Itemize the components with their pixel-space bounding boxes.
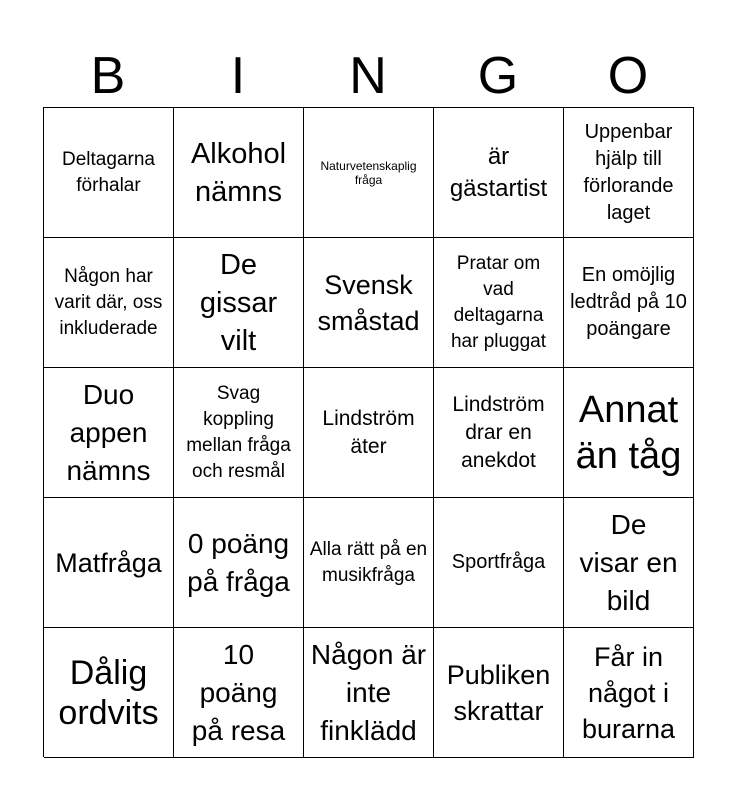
bingo-cell[interactable] (434, 498, 564, 628)
bingo-cell[interactable] (564, 628, 694, 758)
cell-text: 10 poäng på resa (191, 638, 286, 746)
bingo-cell[interactable] (44, 108, 174, 238)
cell-text: Alla rätt på en musikfråga (309, 538, 428, 586)
cell-text: Någon är inte finklädd (310, 638, 427, 746)
cell-text: Dålig ordvits (58, 653, 159, 732)
cell-text: Duo appen nämns (66, 378, 151, 486)
cell-text: Sportfråga (451, 551, 546, 573)
bingo-cell[interactable] (44, 498, 174, 628)
bingo-cell[interactable] (434, 238, 564, 368)
header-letter-g: G (477, 47, 519, 105)
bingo-cell[interactable] (44, 238, 174, 368)
bingo-cell[interactable] (44, 628, 174, 758)
cell-text: Får in något i burarna (581, 641, 676, 744)
bingo-cell[interactable] (304, 628, 434, 758)
bingo-cell[interactable] (434, 628, 564, 758)
cell-text: Uppenbar hjälp till förlorande laget (583, 120, 674, 224)
bingo-cell[interactable] (434, 368, 564, 498)
bingo-cell[interactable] (564, 368, 694, 498)
bingo-cell[interactable] (304, 108, 434, 238)
cell-text: Pratar om vad deltagarna har pluggat (450, 252, 547, 352)
bingo-cell[interactable] (174, 238, 304, 368)
cell-text: Svag koppling mellan fråga och resmål (186, 382, 291, 482)
bingo-cell[interactable] (174, 368, 304, 498)
bingo-cell[interactable] (304, 238, 434, 368)
bingo-cell[interactable] (174, 108, 304, 238)
header-letter-i: I (230, 47, 246, 105)
bingo-cell[interactable] (564, 238, 694, 368)
cell-text: Lindström äter (322, 406, 415, 458)
cell-text: Annat än tåg (575, 388, 682, 477)
cell-text: Deltagarna förhalar (62, 148, 155, 196)
cell-text: Någon har varit där, oss inkluderade (54, 265, 163, 339)
bingo-cell[interactable] (174, 628, 304, 758)
cell-text: Lindström drar en anekdot (452, 392, 545, 472)
bingo-cell[interactable] (564, 108, 694, 238)
bingo-cell[interactable] (304, 368, 434, 498)
cell-text: Matfråga (55, 547, 162, 578)
bingo-cell[interactable] (44, 368, 174, 498)
cell-text: Naturvetenskaplig fråga (320, 158, 417, 187)
header-letter-o: O (607, 47, 649, 105)
bingo-cell[interactable] (304, 498, 434, 628)
cell-text: 0 poäng på fråga (187, 527, 290, 597)
cell-text: Alkohol nämns (190, 137, 287, 208)
bingo-grid (43, 107, 694, 757)
cell-text: är gästartist (449, 142, 548, 202)
cell-text: De visar en bild (579, 508, 678, 616)
bingo-cell[interactable] (564, 498, 694, 628)
cell-text: De gissar vilt (199, 248, 278, 357)
cell-text: Publiken skrattar (446, 659, 551, 726)
bingo-header (43, 44, 693, 108)
cell-text: Svensk småstad (317, 269, 420, 336)
cell-text: En omöjlig ledtråd på 10 poängare (570, 264, 687, 340)
bingo-cell[interactable] (174, 498, 304, 628)
header-letter-b: B (90, 47, 126, 105)
bingo-cell[interactable] (434, 108, 564, 238)
header-letter-n: N (349, 47, 387, 105)
